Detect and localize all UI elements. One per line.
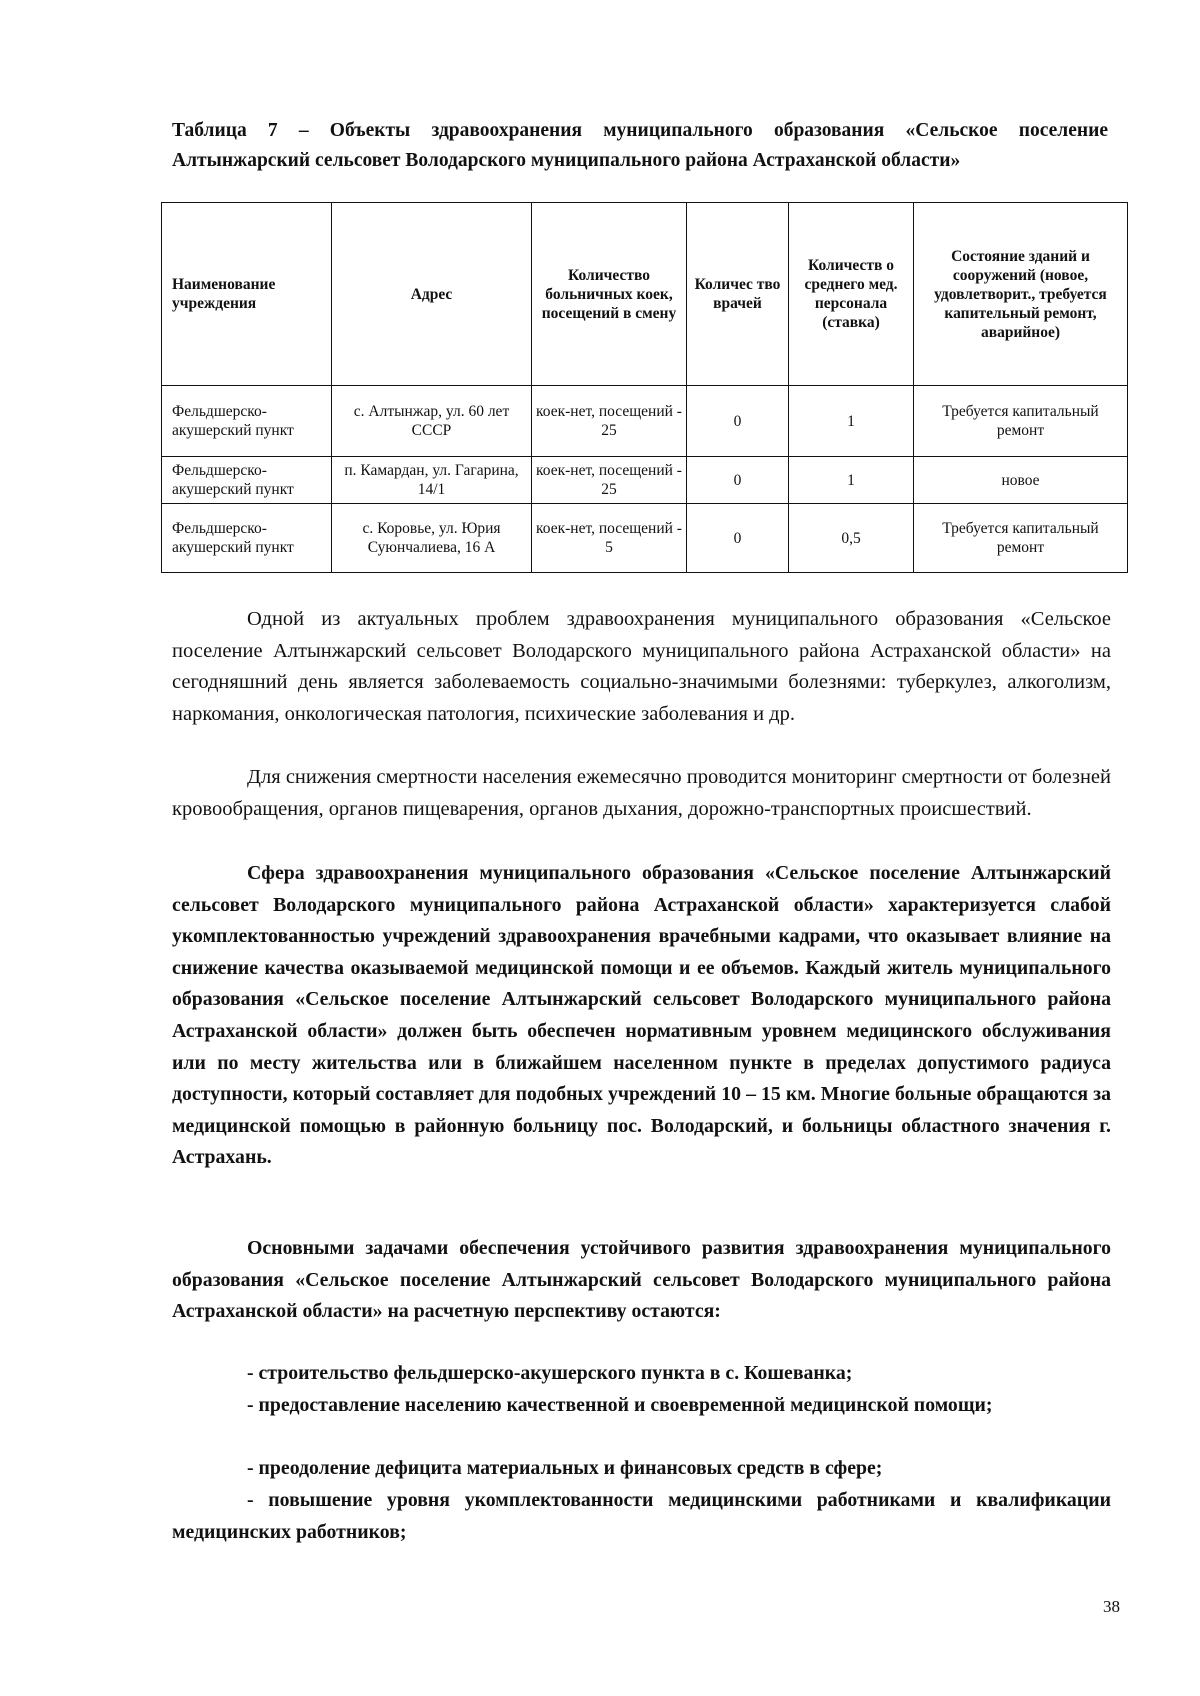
page-number: 38 [1103,1597,1120,1616]
header-address: Адрес [332,203,532,386]
cell-doctors: 0 [687,457,789,504]
header-name: Наименование учреждения [162,203,332,386]
cell-doctors: 0 [687,504,789,573]
cell-nurses: 0,5 [789,504,914,573]
paragraph-staffing: Сфера здравоохранения муниципального образования «Сельское поселение Алтынжарский сельсовет Володарского муниципального района Астраханской области» характеризуется слабой укомплектованностью учреждений здравоохранения врачебными кадрами, что оказывает влияние на снижение качества оказываемой медицинской помощи и ее объемов. Каждый житель муниципального образования «Сельское поселение Алтынжарский сельсовет Володарского муниципального района Астраханской области» должен быть обеспечен нормативным уровнем медицинского обслуживания или по месту жительства или в ближайшем населенном пункте в пределах допустимого радиуса доступности, который составляет для подобных учреждений 10 – 15 км. Многие больные обращаются за медицинской помощью в районную больницу пос. Володарский, и больницы областного значения г. Астрахань. [172,862,1111,1169]
table-caption: Таблица 7 – Объекты здравоохранения муниципального образования «Сельское поселение Алтынжарский сельсовет Володарского муниципального района Астраханской области» [172,120,1108,171]
cell-name: Фельдшерско-акушерский пункт [162,457,332,504]
table-row [162,504,1128,573]
task-item: - преодоление дефицита материальных и финансовых средств в сфере; [247,1457,883,1479]
paragraph-tasks-intro: Основными задачами обеспечения устойчивого развития здравоохранения муниципального образования «Сельское поселение Алтынжарский сельсовет Володарского муниципального района Астраханской области» на расчетную перспективу остаются: [172,1237,1111,1323]
healthcare-facilities-table [161,202,1128,573]
cell-name: Фельдшерско-акушерский пункт [162,386,332,457]
cell-building-state: Требуется капитальный ремонт [914,386,1128,457]
cell-address: с. Алтынжар, ул. 60 лет СССР [332,386,532,457]
header-beds-visits: Количество больничных коек, посещений в смену [532,203,687,386]
header-doctors: Количес тво врачей [687,203,789,386]
paragraph-mortality: Для снижения смертности населения ежемесячно проводится мониторинг смертности от болезней кровообращения, органов пищеварения, органов дыхания, дорожно-транспортных происшествий. [172,766,1111,820]
table-row [162,457,1128,504]
task-item: - повышение уровня укомплектованности медицинскими работниками и квалификации медицинских работников; [172,1489,1111,1543]
cell-beds-visits: коек-нет, посещений - 25 [532,457,687,504]
header-nurses: Количеств о среднего мед. персонала (ставка) [789,203,914,386]
header-building-state: Состояние зданий и сооружений (новое, удовлетворит., требуется капительный ремонт, аварийное) [914,203,1128,386]
cell-doctors: 0 [687,386,789,457]
cell-building-state: новое [914,457,1128,504]
cell-name: Фельдшерско-акушерский пункт [162,504,332,573]
cell-nurses: 1 [789,386,914,457]
task-item: - строительство фельдшерско-акушерского пункта в с. Кошеванка; [247,1362,853,1384]
cell-building-state: Требуется капитальный ремонт [914,504,1128,573]
cell-address: с. Коровье, ул. Юрия Суюнчалиева, 16 А [332,504,532,573]
cell-address: п. Камардан, ул. Гагарина, 14/1 [332,457,532,504]
paragraph-problems: Одной из актуальных проблем здравоохранения муниципального образования «Сельское поселение Алтынжарский сельсовет Володарского муниципального района Астраханской области» на сегодняшний день является заболеваемость социально-значимыми болезнями: туберкулез, алкоголизм, наркомания, онкологическая патология, психические заболевания и др. [172,608,1111,725]
table-header-row [162,203,1128,386]
cell-beds-visits: коек-нет, посещений - 25 [532,386,687,457]
cell-nurses: 1 [789,457,914,504]
table-row [162,386,1128,457]
cell-beds-visits: коек-нет, посещений - 5 [532,504,687,573]
task-item: - предоставление населению качественной и своевременной медицинской помощи; [247,1394,993,1416]
